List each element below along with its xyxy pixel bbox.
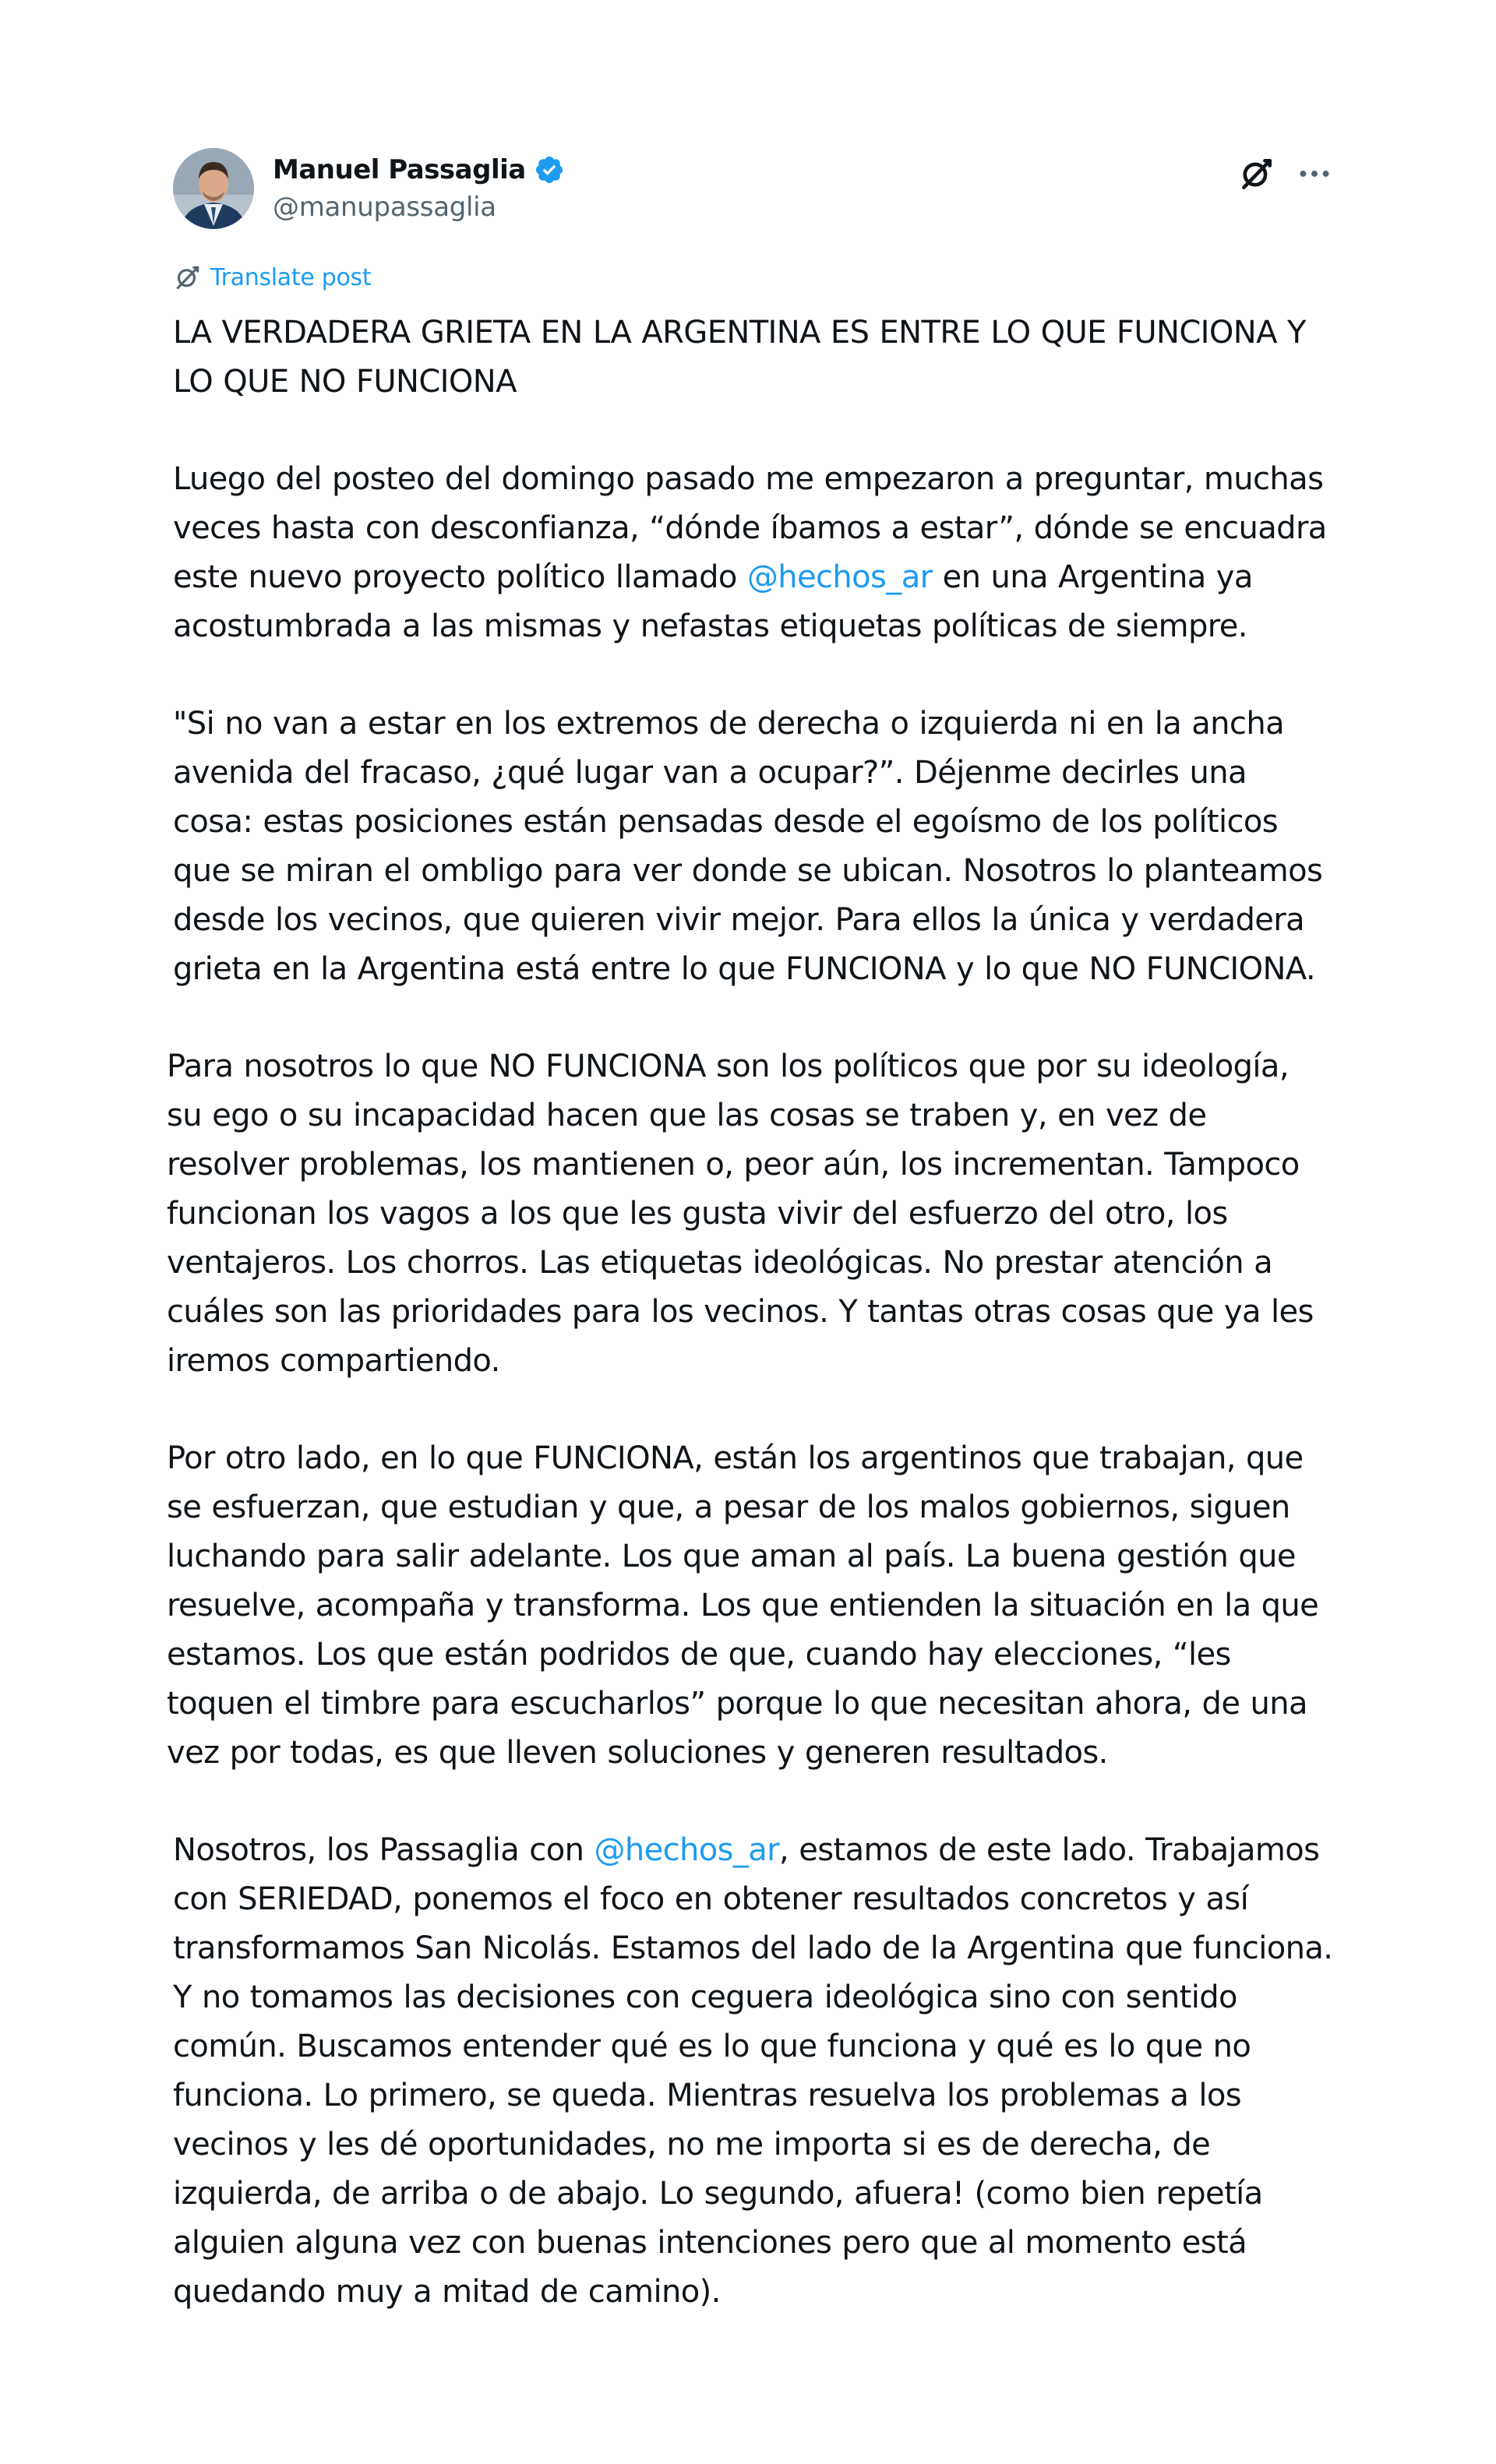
avatar[interactable] [173,148,254,229]
post-header [173,146,1334,232]
post-paragraph-2-text-b: en una Argentina ya acostumbrada a las mismas y nefastas etiquetas políticas de siempre. [173,559,1253,644]
header-actions [1237,154,1334,193]
author-handle[interactable]: @manupassaglia [273,192,496,223]
post-paragraph-2-text-a: Luego del posteo del domingo pasado me empezaron a preguntar, muchas veces hasta con desconfianza, “dónde íbamos a estar”, dónde se encuadra este nuevo proyecto político llamado [173,461,1327,595]
mention-link[interactable]: @hechos_ar [594,1832,780,1868]
verified-badge-icon[interactable] [534,154,565,185]
post [167,146,1334,2365]
translate-post-button[interactable] [173,260,1334,294]
post-paragraph-6 [173,1826,1334,2317]
post-text [167,308,1334,2317]
grok-icon[interactable] [1237,154,1276,193]
post-paragraph-6-text-a: Nosotros, los Passaglia con [173,1832,595,1868]
post-paragraph-1: LA VERDADERA GRIETA EN LA ARGENTINA ES ENTRE LO QUE FUNCIONA Y LO QUE NO FUNCIONA [173,315,1306,400]
author-display-name[interactable]: Manuel Passaglia [273,154,526,185]
post-paragraph-2 [173,455,1334,651]
display-name-row [273,151,565,189]
mention-link[interactable]: @hechos_ar [746,559,933,595]
post-paragraph-4: Para nosotros lo que NO FUNCIONA son los políticos que por su ideología, su ego o su incapacidad hacen que las cosas se traben y, en vez de resolver problemas, los mantienen o, peor aún, los incrementan. Tampoco funcionan los vagos a los que les gusta vivir del esfuerzo del otro, los ventajeros. Los chorros. Las etiquetas ideológicas. No prestar atención a cuáles son las prioridades para los vecinos. Y tantas otras cosas que ya les iremos compartiendo. [167,1049,1314,1379]
author-names [273,151,565,223]
more-icon[interactable] [1295,154,1334,193]
post-paragraph-5: Por otro lado, en lo que FUNCIONA, están los argentinos que trabajan, que se esfuerzan, que estudian y que, a pesar de los malos gobiernos, siguen luchando para salir adelante. Los que aman al país. La buena gestión que resuelve, acompaña y transforma. Los que entienden la situación en la que estamos. Los que están podridos de que, cuando hay elecciones, “les toquen el timbre para escucharlos” porque lo que necesitan ahora, de una vez por todas, es que lleven soluciones y generen resultados. [167,1440,1319,1771]
translate-icon [173,263,203,292]
translate-post-label[interactable]: Translate post [210,263,372,291]
post-paragraph-3: "Si no van a estar en los extremos de derecha o izquierda ni en la ancha avenida del fracaso, ¿qué lugar van a ocupar?”. Déjenme decirles una cosa: estas posiciones están pensadas desde el egoísmo de los políticos que se miran el ombligo para ver donde se ubican. Nosotros lo planteamos desde los vecinos, que quieren vivir mejor. Para ellos la única y verdadera grieta en la Argentina está entre lo que FUNCIONA y lo que NO FUNCIONA. [173,706,1323,987]
avatar-image [173,148,254,229]
post-paragraph-6-text-b: , estamos de este lado. Trabajamos con SERIEDAD, ponemos el foco en obtener resultados concretos y así transformamos San Nicolás. Estamos del lado de la Argentina que funciona. Y no tomamos las decisiones con ceguera ideológica sino con sentido común. Buscamos entender qué es lo que funciona y qué es lo que no funciona. Lo primero, se queda. Mientras resuelva los problemas a los vecinos y les dé oportunidades, no me importa si es de derecha, de izquierda, de arriba o de abajo. Lo segundo, afuera! (como bien repetía alguien alguna vez con buenas intenciones pero que al momento está quedando muy a mitad de camino). [173,1832,1333,2310]
